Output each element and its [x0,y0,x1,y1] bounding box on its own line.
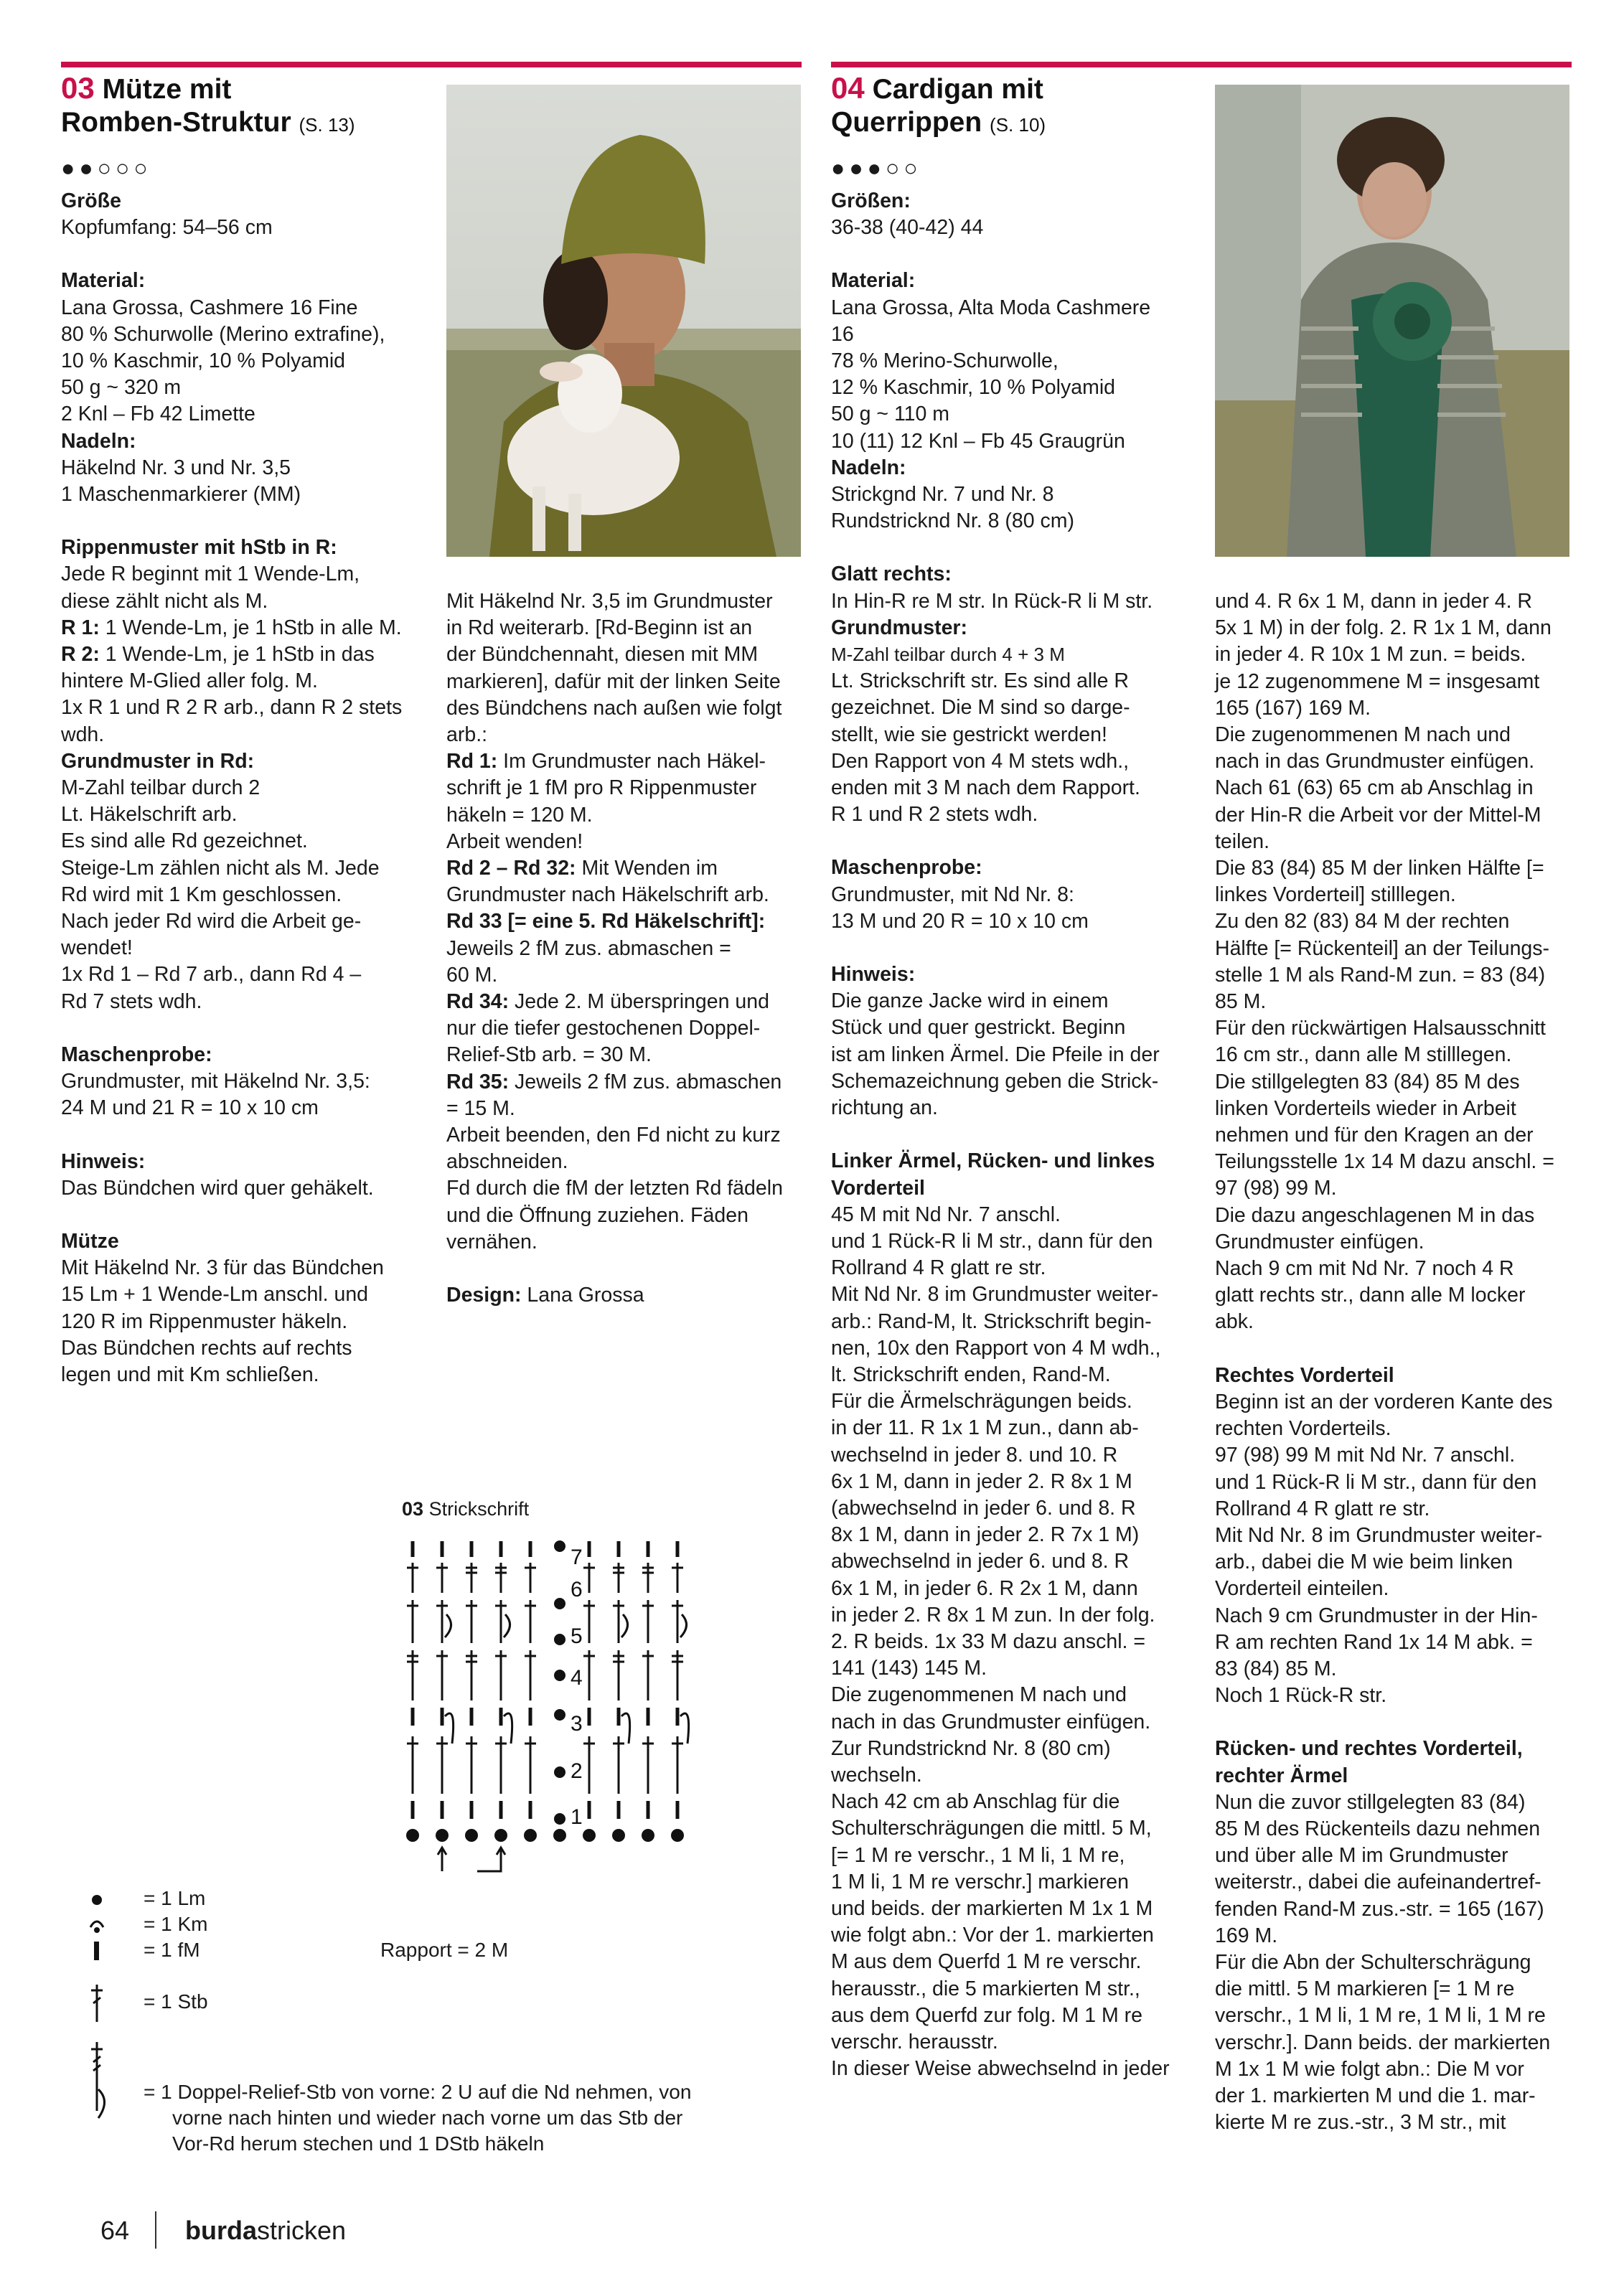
text-line: Häkelnd Nr. 3 und Nr. 3,5 [61,456,291,479]
text-line: häkeln = 120 M. [446,803,593,827]
text-line: Noch 1 Rück-R str. [1215,1684,1387,1708]
text-line: Lana Grossa, Cashmere 16 Fine [61,296,358,319]
text-line: wdh. [61,723,105,746]
text-line: (abwechselnd in jeder 6. und 8. R [831,1496,1136,1520]
text-line: 120 R im Rippenmuster häkeln. [61,1309,348,1333]
text-line: Grundmuster, mit Häkelnd Nr. 3,5: [61,1070,370,1093]
text-line: Grundmuster einfügen. [1215,1230,1424,1253]
text-line: Arbeit wenden! [446,829,583,853]
text-line: Hinweis: [61,1149,146,1173]
text-line: glatt rechts str., dann alle M locker [1215,1284,1526,1307]
text-line: der 1. markierten M und die 1. mar- [1215,2084,1536,2107]
text-line: Rollrand 4 R glatt re str. [831,1256,1046,1280]
text-line: und 1 Rück-R li M str., dann für den [1215,1470,1537,1494]
text-line: 1 M li, 1 M re verschr.] markieren [831,1870,1129,1893]
footer-divider [155,2211,156,2249]
text-line: 10 % Kaschmir, 10 % Polyamid [61,349,346,373]
text-line: M-Zahl teilbar durch 4 + 3 M [831,644,1065,666]
text-line: Für die Abn der Schulterschrägung [1215,1950,1531,1974]
text-line: und 1 Rück-R li M str., dann für den [831,1229,1153,1253]
text-line: der Hin-R die Arbeit vor der Mittel-M [1215,803,1541,827]
text-line: Mütze [61,1229,119,1253]
text-line: in jeder 4. R 10x 1 M zun. = beids. [1215,643,1526,667]
slip-stitch-icon [86,1913,108,1934]
text-line: nur die tiefer gestochenen Doppel- [446,1017,761,1040]
text-line: R am rechten Rand 1x 14 M abk. = [1215,1630,1533,1654]
text-line: Teilungsstelle 1x 14 M dazu anschl. = [1215,1150,1554,1174]
text-line: 6x 1 M, in jeder 6. R 2x 1 M, dann [831,1576,1138,1600]
footer-brand: burdastricken [185,2216,347,2245]
text-line: richtung an. [831,1096,938,1120]
text-line: 80 % Schurwolle (Merino extrafine), [61,322,385,346]
text-line: Die zugenommenen M nach und [1215,723,1511,747]
text-line: des Bündchens nach außen wie folgt [446,696,782,720]
right-header-rule [831,62,1572,67]
text-line: 1 Maschenmarkierer (MM) [61,483,301,507]
text-line: Lt. Strickschrift str. Es sind alle R [831,669,1129,693]
text-line: rechten Vorderteils. [1215,1417,1391,1441]
text-line: Für den rückwärtigen Halsausschnitt [1215,1017,1546,1040]
text-line: 15 Lm + 1 Wende-Lm anschl. und [61,1283,369,1307]
text-line: abwechselnd in jeder 6. und 8. R [831,1550,1130,1573]
text-line: arb.: [446,723,488,747]
text-line: Nadeln: [831,456,906,479]
text-line: 6x 1 M, dann in jeder 2. R 8x 1 M [831,1469,1132,1493]
text-line: Nadeln: [61,429,136,453]
text-line: 2. R beids. 1x 33 M dazu anschl. = [831,1629,1146,1653]
text-line: Jede R beginnt mit 1 Wende-Lm, [61,563,360,586]
text-line: Relief-Stb arb. = 30 M. [446,1043,652,1067]
legend-slip-stitch: = 1 Km [144,1913,208,1935]
chart-row-label-1: 1 [571,1805,583,1829]
text-line: Den Rapport von 4 M stets wdh., [831,749,1130,773]
text-line: ist am linken Ärmel. Die Pfeile in der [831,1043,1160,1066]
text-line: 50 g ~ 320 m [61,376,182,400]
text-line: wechselnd in jeder 8. und 10. R [831,1443,1118,1467]
text-line: Die ganze Jacke wird in einem [831,989,1109,1013]
text-line: je 12 zugenommene M = insgesamt [1215,669,1540,693]
chart-title: 03 Strickschrift [402,1498,530,1520]
text-line: Stück und quer gestrickt. Beginn [831,1016,1126,1040]
text-line: arb.: Rand-M, lt. Strickschrift begin- [831,1309,1152,1333]
text-line: in jeder 2. R 8x 1 M zun. In der folg. [831,1603,1155,1627]
crochet-chart [395,1528,710,1930]
text-line: R 1 und R 2 stets wdh. [831,803,1038,827]
chart-rapport-label: Rapport = 2 M [380,1939,509,1961]
text-line: linkes Vorderteil] stilllegen. [1215,883,1456,907]
text-line: in der 11. R 1x 1 M zun., dann ab- [831,1416,1139,1440]
text-line: Mit Häkelnd Nr. 3 für das Bündchen [61,1256,384,1280]
text-line: Rundstricknd Nr. 8 (80 cm) [831,509,1074,533]
text-line: vernähen. [446,1230,538,1253]
text-line: stellt, wie sie gestrickt werden! [831,723,1107,746]
text-line: Rollrand 4 R glatt re str. [1215,1497,1430,1520]
text-line: Das Bündchen rechts auf rechts [61,1336,352,1360]
text-line: 8x 1 M, dann in jeder 2. R 7x 1 M) [831,1523,1140,1547]
text-line: aus dem Querfd zur folg. M 1 M re [831,2003,1142,2027]
text-line: Glatt rechts: [831,563,952,586]
text-line: Nach 9 cm Grundmuster in der Hin- [1215,1604,1538,1627]
text-line: Die 83 (84) 85 M der linken Hälfte [= [1215,857,1544,880]
text-line: abk. [1215,1310,1254,1334]
text-line: nen, 10x den Rapport von 4 M wdh., [831,1336,1161,1360]
text-line: In dieser Weise abwechselnd in jeder [831,2057,1170,2081]
text-line: wechseln. [831,1763,922,1787]
text-line: M 1x 1 M wie folgt abn.: Die M vor [1215,2057,1524,2081]
text-line: Mit Häkelnd Nr. 3,5 im Grundmuster [446,590,773,613]
text-line: 1x R 1 und R 2 R arb., dann R 2 stets [61,696,403,720]
text-line: R 1: 1 Wende-Lm, je 1 hStb in alle M. [61,616,402,639]
text-line: Die stillgelegten 83 (84) 85 M des [1215,1070,1520,1093]
text-line: 10 (11) 12 Knl – Fb 45 Graugrün [831,429,1125,453]
text-line: 50 g ~ 110 m [831,403,950,426]
text-line: Nach 61 (63) 65 cm ab Anschlag in [1215,776,1534,800]
text-line: 45 M mit Nd Nr. 7 anschl. [831,1203,1061,1226]
text-line: der Bündchennaht, diesen mit MM [446,643,759,667]
text-line: Rd 7 stets wdh. [61,989,202,1013]
text-line: 78 % Merino-Schurwolle, [831,349,1059,373]
text-line: Rd 33 [= eine 5. Rd Häkelschrift]: [446,910,766,933]
text-line: 85 M des Rückenteils dazu nehmen [1215,1817,1541,1840]
text-line: Grundmuster in Rd: [61,749,255,773]
text-line: 5x 1 M) in der folg. 2. R 1x 1 M, dann [1215,616,1552,640]
text-line: 16 [831,322,854,346]
relief-double-crochet-icon [86,2039,115,2125]
text-line: Arbeit beenden, den Fd nicht zu kurz [446,1124,781,1147]
right-pattern-title: 04 Cardigan mit Querrippen (S. 10) [831,71,1046,138]
chain-icon [86,1888,108,1910]
legend-relief-double-crochet: = 1 Doppel-Relief-Stb von vorne: 2 U auf die Nd nehmen, von vorne nach hinten und wieder nach vorne um das Stb der Vor-Rd herum stechen und 1 DStb häkeln [144,2081,692,2155]
text-line: enden mit 3 M nach dem Rapport. [831,776,1140,800]
text-line: gezeichnet. Die M sind so darge- [831,696,1130,720]
text-line: 169 M. [1215,1924,1278,1947]
text-line: 97 (98) 99 M. [1215,1177,1337,1200]
text-line: M-Zahl teilbar durch 2 [61,776,261,800]
text-line: R 2: 1 Wende-Lm, je 1 hStb in das [61,643,375,667]
text-line: Rd 2 – Rd 32: Mit Wenden im [446,857,718,880]
text-line: M aus dem Querfd 1 M re verschr. [831,1950,1142,1974]
text-line: linken Vorderteils wieder in Arbeit [1215,1096,1516,1120]
text-line: 24 M und 21 R = 10 x 10 cm [61,1096,319,1120]
single-crochet-icon [86,1939,108,1963]
text-line: Material: [61,269,146,293]
text-line: Nun die zuvor stillgelegten 83 (84) [1215,1790,1526,1814]
text-line: Mit Nd Nr. 8 im Grundmuster weiter- [1215,1523,1543,1547]
text-line: Für die Ärmelschrägungen beids. [831,1390,1132,1413]
chart-row-label-5: 5 [571,1624,583,1648]
text-line: stelle 1 M als Rand-M zun. = 83 (84) [1215,963,1546,987]
text-line: 85 M. [1215,990,1267,1014]
text-line: [= 1 M re verschr., 1 M li, 1 M re, [831,1843,1125,1867]
left-photo-hat-lamb [446,85,801,557]
text-line: Nach 42 cm ab Anschlag für die [831,1790,1120,1814]
text-line: lt. Strickschrift enden, Rand-M. [831,1363,1111,1386]
legend-chain: = 1 Lm [144,1887,206,1909]
text-line: nach in das Grundmuster einfügen. [831,1710,1151,1733]
text-line: Linker Ärmel, Rücken- und linkes [831,1149,1155,1173]
text-line: Grundmuster nach Häkelschrift arb. [446,883,769,907]
text-line: 1x Rd 1 – Rd 7 arb., dann Rd 4 – [61,963,362,987]
text-line: Rd wird mit 1 Km geschlossen. [61,883,342,906]
text-line: teilen. [1215,829,1270,853]
text-line: markieren], dafür mit der linken Seite [446,669,781,693]
double-crochet-icon [86,1982,108,2025]
text-line: Rechtes Vorderteil [1215,1363,1394,1387]
left-difficulty-rating: ●●○○○ [61,155,152,181]
text-line: Strickgnd Nr. 7 und Nr. 8 [831,483,1054,507]
left-text-column-2 [446,588,805,1309]
text-line: wie folgt abn.: Vor der 1. markierten [831,1924,1154,1947]
text-line: arb., dabei die M wie beim linken [1215,1551,1513,1574]
text-line: 141 (143) 145 M. [831,1657,987,1680]
text-line: Material: [831,269,916,293]
text-line: diese zählt nicht als M. [61,589,268,613]
text-line: hintere M-Glied aller folg. M. [61,669,318,693]
text-line: Vorderteil [831,1176,925,1200]
text-line: nach in das Grundmuster einfügen. [1215,750,1535,773]
text-line: 2 Knl – Fb 42 Limette [61,403,255,426]
text-line: nehmen und für den Kragen an der [1215,1124,1534,1147]
text-line: Grundmuster: [831,616,968,639]
chart-row-label-4: 4 [571,1666,583,1690]
text-line: legen und mit Km schließen. [61,1363,319,1386]
right-text-column-1 [831,188,1211,2082]
text-line: weiterstr., dabei die aufeinandertref- [1215,1871,1541,1894]
text-line: Rippenmuster mit hStb in R: [61,536,337,560]
text-line: die mittl. 5 M markieren [= 1 M re [1215,1977,1515,2001]
text-line: wendet! [61,936,133,960]
text-line: herausstr., die 5 markierten M str., [831,1977,1140,2000]
text-line: 83 (84) 85 M. [1215,1657,1337,1680]
text-line: und 4. R 6x 1 M, dann in jeder 4. R [1215,590,1533,613]
text-line: kierte M re zus.-str., 3 M str., mit [1215,2111,1506,2135]
text-line: rechter Ärmel [1215,1764,1348,1787]
text-line: Die dazu angeschlagenen M in das [1215,1203,1535,1227]
text-line: Die zugenommenen M nach und [831,1683,1127,1707]
chart-row-label-6: 6 [571,1578,583,1601]
text-line: und über alle M im Grundmuster [1215,1844,1508,1868]
left-text-column-1 [61,188,441,1388]
text-line: Mit Nd Nr. 8 im Grundmuster weiter- [831,1283,1159,1307]
chart-row-label-2: 2 [571,1759,583,1783]
text-line: Design: Lana Grossa [446,1284,644,1307]
text-line: 13 M und 20 R = 10 x 10 cm [831,909,1089,933]
text-line: Rd 34: Jede 2. M überspringen und [446,990,769,1014]
text-line: Nach jeder Rd wird die Arbeit ge- [61,910,362,933]
text-line: Grundmuster, mit Nd Nr. 8: [831,883,1074,906]
text-line: verschr. herausstr. [831,2031,998,2053]
text-line: Maschenprobe: [831,856,982,880]
text-line: Größen: [831,189,911,212]
text-line: Schulterschrägungen die mittl. 5 M, [831,1817,1152,1840]
text-line: Schemazeichnung geben die Strick- [831,1069,1159,1093]
text-line: 36-38 (40-42) 44 [831,216,984,240]
text-line: Hälfte [= Rückenteil] an der Teilungs- [1215,936,1550,960]
text-line: Rd 1: Im Grundmuster nach Häkel- [446,750,766,773]
text-line: Fd durch die fM der letzten Rd fädeln [446,1177,783,1200]
text-line: Lt. Häkelschrift arb. [61,803,238,827]
text-line: Zu den 82 (83) 84 M der rechten [1215,910,1510,933]
text-line: Es sind alle Rd gezeichnet. [61,829,308,853]
text-line: Rd 35: Jeweils 2 fM zus. abmaschen [446,1070,782,1093]
text-line: und beids. der markierten M 1x 1 M [831,1896,1153,1920]
text-line: Steige-Lm zählen nicht als M. Jede [61,856,380,880]
text-line: Zur Rundstricknd Nr. 8 (80 cm) [831,1736,1111,1760]
text-line: verschr.]. Dann beids. der markierten [1215,2031,1551,2054]
text-line: 165 (167) 169 M. [1215,696,1371,720]
text-line: Lana Grossa, Alta Moda Cashmere [831,296,1151,319]
right-difficulty-rating: ●●●○○ [831,155,922,181]
legend [86,1887,775,2155]
page-number: 64 [100,2216,130,2245]
text-line: Hinweis: [831,963,916,987]
text-line: Größe [61,189,121,212]
text-line: und die Öffnung zuziehen. Fäden [446,1203,748,1227]
text-line: Maschenprobe: [61,1043,212,1066]
legend-double-crochet: = 1 Stb [144,1990,208,2013]
text-line: verschr., 1 M li, 1 M re, 1 M li, 1 M re [1215,2004,1546,2028]
text-line: In Hin-R re M str. In Rück-R li M str. [831,589,1153,613]
left-pattern-title: 03 Mütze mit Romben-Struktur (S. 13) [61,71,355,138]
text-line: Das Bündchen wird quer gehäkelt. [61,1176,374,1200]
text-line: 97 (98) 99 M mit Nd Nr. 7 anschl. [1215,1444,1516,1467]
text-line: 12 % Kaschmir, 10 % Polyamid [831,376,1116,400]
chart-row-label-7: 7 [571,1545,583,1569]
right-photo-cardigan [1215,85,1569,557]
text-line: 16 cm str., dann alle M stilllegen. [1215,1043,1512,1067]
text-line: Vorderteil einteilen. [1215,1577,1389,1601]
text-line: schrift je 1 fM pro R Rippenmuster [446,776,757,800]
text-line: fenden Rand-M zus.-str. = 165 (167) [1215,1897,1544,1921]
text-line: Jeweils 2 fM zus. abmaschen = [446,936,731,960]
legend-single-crochet: = 1 fM [144,1939,200,1961]
text-line: Beginn ist an der vorderen Kante des [1215,1390,1553,1413]
left-header-rule [61,62,802,67]
text-line: in Rd weiterarb. [Rd-Beginn ist an [446,616,753,640]
right-text-column-2 [1215,588,1574,2136]
text-line: abschneiden. [446,1150,568,1174]
text-line: Nach 9 cm mit Nd Nr. 7 noch 4 R [1215,1257,1514,1281]
text-line: Kopfumfang: 54–56 cm [61,216,273,240]
text-line: Rücken- und rechtes Vorderteil, [1215,1737,1523,1761]
text-line: 60 M. [446,963,498,987]
text-line: = 15 M. [446,1096,515,1120]
chart-row-label-3: 3 [571,1712,583,1736]
